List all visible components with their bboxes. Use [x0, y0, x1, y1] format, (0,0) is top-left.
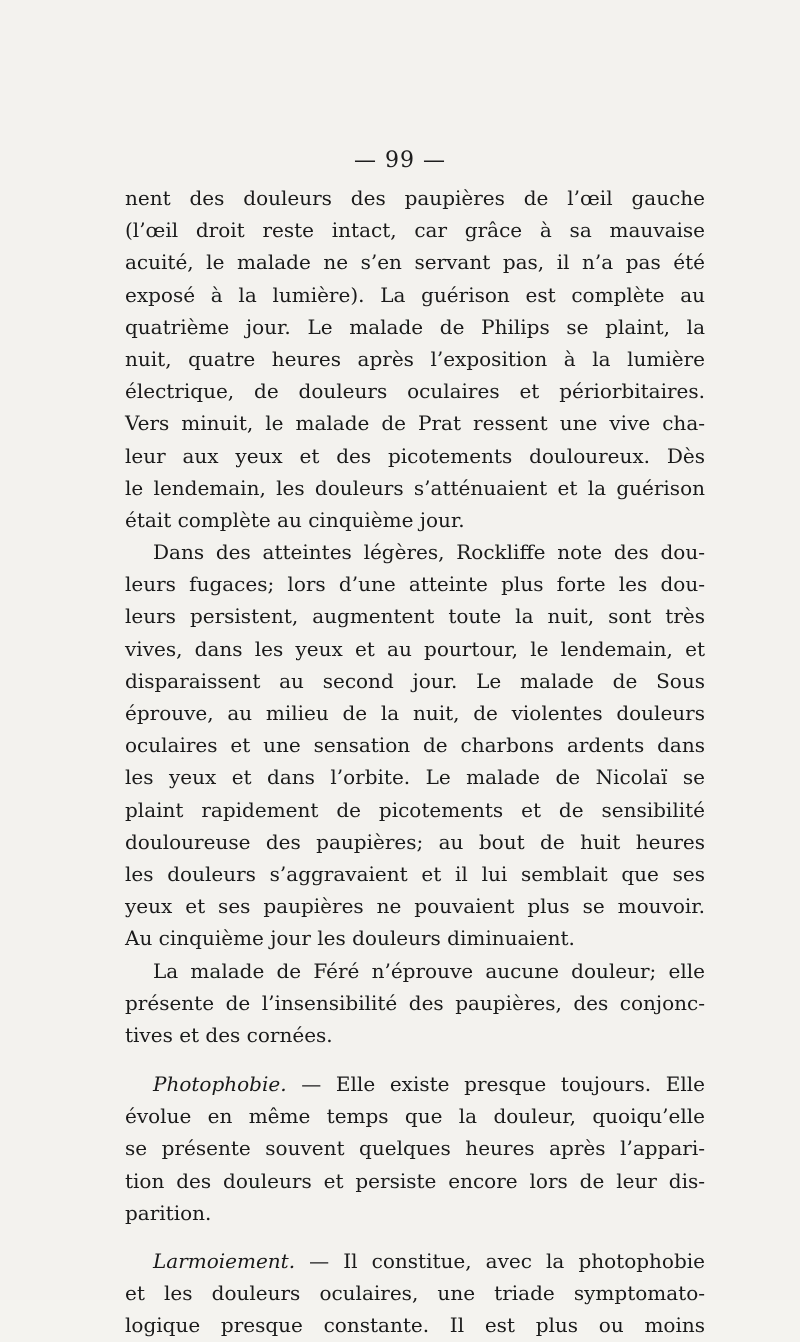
text-line: leur aux yeux et des picotements douloureux. Dès — [125, 443, 705, 468]
text-line: logique presque constante. Il est plus ou moins — [125, 1313, 705, 1338]
text-line: présente de l’insensibilité des paupières, des conjonc- — [125, 990, 705, 1015]
paragraph — [125, 955, 705, 1052]
text-line: tives et des cornées. — [125, 1022, 333, 1047]
paragraph — [125, 536, 705, 954]
text-line: était complète au cinquième jour. — [125, 507, 465, 532]
paragraph — [125, 1068, 705, 1229]
text-line: les yeux et dans l’orbite. Le malade de Nicolaï se — [125, 765, 705, 790]
text-line: oculaires et une sensation de charbons ardents dans — [125, 733, 705, 758]
page-number: — 99 — — [354, 148, 446, 173]
text-line: et les douleurs oculaires, une triade symptomato- — [125, 1281, 705, 1306]
text-run: — Il constitue, avec la photophobie — [295, 1249, 705, 1273]
text-line: Au cinquième jour les douleurs diminuaient. — [125, 926, 575, 951]
text-line: exposé à la lumière). La guérison est complète au — [125, 282, 705, 307]
text-line: acuité, le malade ne s’en servant pas, il n’a pas été — [125, 250, 705, 275]
text-run: — Elle existe presque toujours. Elle — [286, 1072, 705, 1097]
paragraph — [125, 1245, 705, 1342]
text-line: évolue en même temps que la douleur, quoiqu’elle — [125, 1104, 705, 1129]
text-line: disparaissent au second jour. Le malade de Sous — [125, 668, 705, 693]
text-line: leurs persistent, augmentent toute la nuit, sont très — [125, 604, 705, 629]
paragraph-gap — [125, 1229, 705, 1245]
section-heading-photophobie: Photophobie. — [153, 1072, 287, 1097]
text-line: Vers minuit, le malade de Prat ressent une vive cha- — [125, 411, 705, 436]
text-line: se présente souvent quelques heures après l’appari- — [125, 1136, 705, 1161]
text-line: plaint rapidement de picotements et de sensibilité — [125, 797, 705, 822]
text-line: les douleurs s’aggravaient et il lui semblait que ses — [125, 861, 705, 886]
paragraph — [125, 182, 705, 536]
text-line — [125, 1068, 705, 1100]
text-line: le lendemain, les douleurs s’atténuaient et la guérison — [125, 475, 705, 500]
text-line: nent des douleurs des paupières de l’œil gauche — [125, 186, 705, 210]
text-line: (l’œil droit reste intact, car grâce à sa mauvaise — [125, 218, 705, 243]
text-line: quatrième jour. Le malade de Philips se plaint, la — [125, 314, 705, 339]
text-line: nuit, quatre heures après l’exposition à la lumière — [125, 346, 705, 371]
text-line — [125, 1245, 705, 1277]
paragraph-gap — [125, 1051, 705, 1068]
text-line: leurs fugaces; lors d’une atteinte plus forte les dou- — [125, 572, 705, 597]
text-line: parition. — [125, 1200, 212, 1225]
text-line: La malade de Féré n’éprouve aucune douleur; elle — [153, 958, 705, 983]
text-line: électrique, de douleurs oculaires et périorbitaires. — [125, 379, 705, 404]
text-line: yeux et ses paupières ne pouvaient plus se mouvoir. — [125, 894, 705, 919]
text-line: tion des douleurs et persiste encore lors de leur dis- — [125, 1168, 705, 1193]
text-line: douloureuse des paupières; au bout de huit heures — [125, 829, 705, 854]
section-heading-larmoiement: Larmoiement. — [153, 1249, 296, 1273]
text-line: éprouve, au milieu de la nuit, de violentes douleurs — [125, 701, 705, 725]
text-line: Dans des atteintes légères, Rockliffe note des dou- — [153, 540, 705, 565]
body-text — [125, 182, 705, 1342]
text-line: vives, dans les yeux et au pourtour, le lendemain, et — [125, 636, 705, 661]
